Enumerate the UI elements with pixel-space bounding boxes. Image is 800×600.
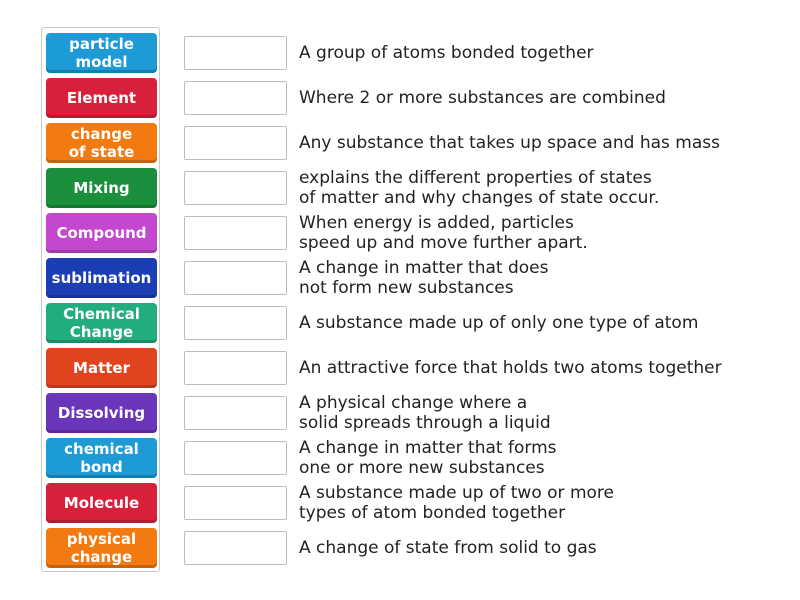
drop-slot[interactable] — [184, 171, 287, 205]
definition-text: A change of state from solid to gas — [299, 538, 597, 558]
definition-text: A group of atoms bonded together — [299, 43, 594, 63]
tile-dissolving[interactable]: Dissolving — [46, 393, 157, 433]
drop-slot[interactable] — [184, 36, 287, 70]
tile-mixing[interactable]: Mixing — [46, 168, 157, 208]
drop-slot[interactable] — [184, 81, 287, 115]
definition-text: A substance made up of only one type of atom — [299, 313, 699, 333]
drop-slot[interactable] — [184, 531, 287, 565]
definition-text: A physical change where a solid spreads through a liquid — [299, 393, 551, 433]
tile-compound[interactable]: Compound — [46, 213, 157, 253]
tile-change-of-state[interactable]: change of state — [46, 123, 157, 163]
tile-chemical-change[interactable]: Chemical Change — [46, 303, 157, 343]
definition-text: An attractive force that holds two atoms together — [299, 358, 722, 378]
tile-chemical-bond[interactable]: chemical bond — [46, 438, 157, 478]
definition-text: Where 2 or more substances are combined — [299, 88, 666, 108]
tile-molecule[interactable]: Molecule — [46, 483, 157, 523]
tile-particle-model[interactable]: particle model — [46, 33, 157, 73]
drop-slot[interactable] — [184, 306, 287, 340]
definition-text: A change in matter that does not form new substances — [299, 258, 549, 298]
definition-text: A substance made up of two or more types of atom bonded together — [299, 483, 614, 523]
definition-text: explains the different properties of states of matter and why changes of state occur. — [299, 168, 660, 208]
drop-slot[interactable] — [184, 486, 287, 520]
drop-slot[interactable] — [184, 396, 287, 430]
tile-matter[interactable]: Matter — [46, 348, 157, 388]
definition-text: A change in matter that forms one or more new substances — [299, 438, 557, 478]
drop-slot[interactable] — [184, 126, 287, 160]
definition-text: Any substance that takes up space and has mass — [299, 133, 720, 153]
tile-physical-change[interactable]: physical change — [46, 528, 157, 568]
tile-sublimation[interactable]: sublimation — [46, 258, 157, 298]
drop-slot[interactable] — [184, 261, 287, 295]
tile-element[interactable]: Element — [46, 78, 157, 118]
drop-slot[interactable] — [184, 441, 287, 475]
definition-text: When energy is added, particles speed up and move further apart. — [299, 213, 588, 253]
drop-slot[interactable] — [184, 351, 287, 385]
drop-slot[interactable] — [184, 216, 287, 250]
